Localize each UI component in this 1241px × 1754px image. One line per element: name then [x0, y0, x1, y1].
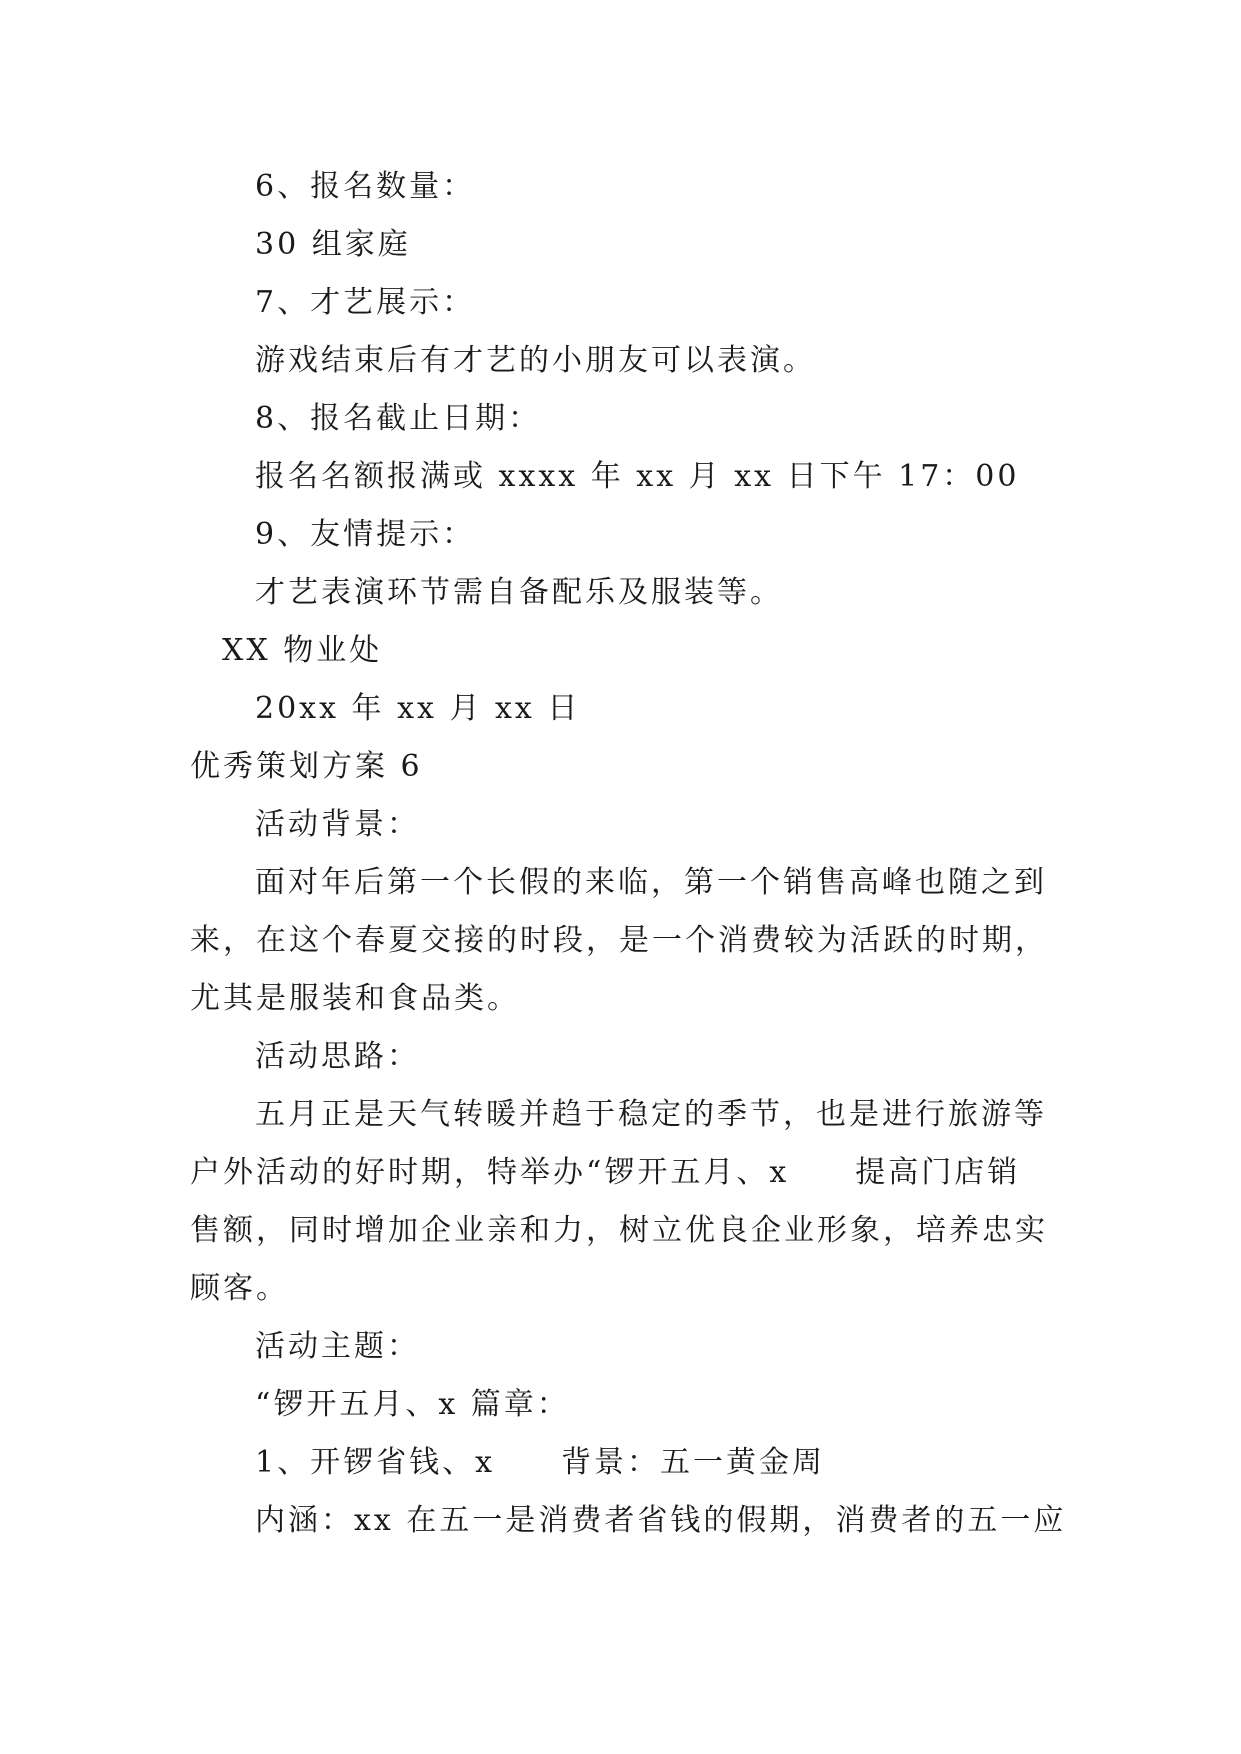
- approach-paragraph-line: 五月正是天气转暖并趋于稳定的季节，也是进行旅游等: [255, 1097, 1047, 1132]
- item-9-heading: 9、友情提示：: [255, 517, 476, 552]
- item-8-heading: 8、报名截止日期：: [255, 401, 542, 436]
- item-7-text: 游戏结束后有才艺的小朋友可以表演。: [255, 343, 816, 378]
- background-paragraph-line: 尤其是服装和食品类。: [190, 981, 520, 1016]
- background-paragraph-line: 面对年后第一个长假的来临，第一个销售高峰也随之到: [255, 865, 1047, 900]
- approach-paragraph-line: 售额，同时增加企业亲和力，树立优良企业形象，培养忠实: [190, 1213, 1048, 1248]
- item-8-text: 报名名额报满或 xxxx 年 xx 月 xx 日下午 17：00: [255, 459, 1020, 494]
- theme-item-1-meaning: 内涵：xx 在五一是消费者省钱的假期，消费者的五一应: [255, 1503, 1067, 1538]
- theme-heading: 活动主题：: [255, 1329, 420, 1364]
- item-6-heading: 6、报名数量：: [255, 169, 476, 204]
- theme-item-1: 1、开锣省钱、x 背景：五一黄金周: [255, 1445, 826, 1480]
- item-6-text: 30 组家庭: [255, 227, 411, 262]
- signature-date: 20xx 年 xx 月 xx 日: [255, 691, 581, 726]
- background-heading: 活动背景：: [255, 807, 420, 842]
- signature-organization: XX 物业处: [222, 633, 383, 668]
- approach-paragraph-line: 顾客。: [190, 1271, 289, 1306]
- item-7-heading: 7、才艺展示：: [255, 285, 476, 320]
- approach-heading: 活动思路：: [255, 1039, 420, 1074]
- approach-paragraph-line: 户外活动的好时期，特举办“锣开五月、x 提高门店销: [190, 1155, 1021, 1190]
- theme-text: “锣开五月、x 篇章：: [255, 1387, 570, 1422]
- item-9-text: 才艺表演环节需自备配乐及服装等。: [255, 575, 783, 610]
- background-paragraph-line: 来，在这个春夏交接的时段，是一个消费较为活跃的时期，: [190, 923, 1048, 958]
- section-title: 优秀策划方案 6: [190, 749, 423, 784]
